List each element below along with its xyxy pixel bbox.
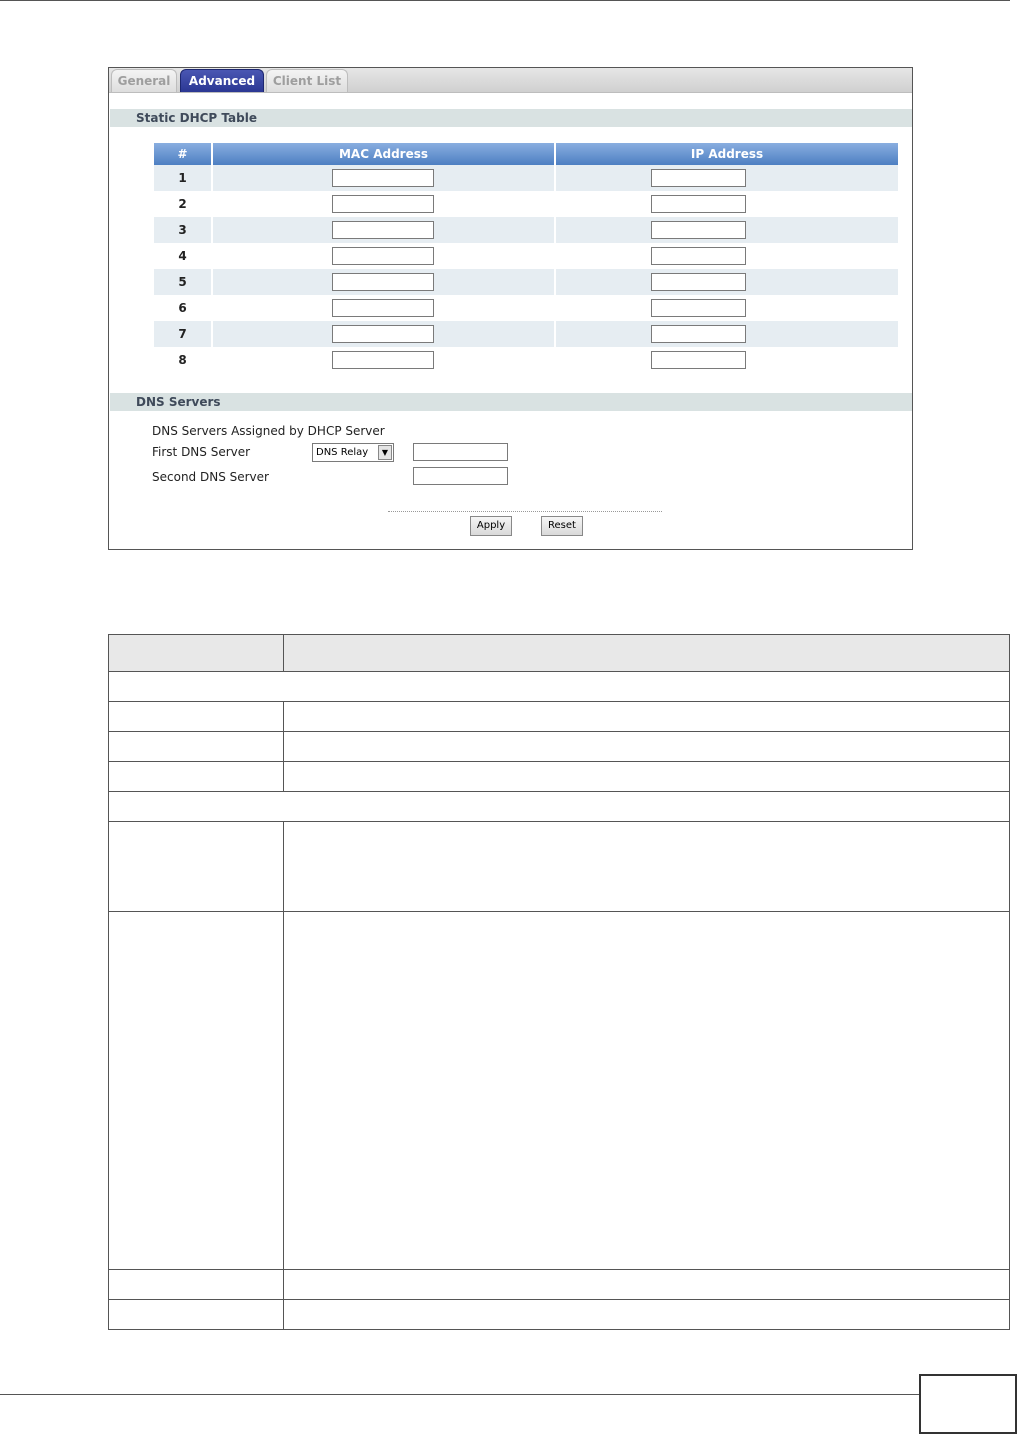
- first-dns-server-select[interactable]: [312, 443, 394, 462]
- second-dns-server-label: Second DNS Server: [152, 470, 269, 484]
- ip-address-input[interactable]: [651, 221, 746, 239]
- mac-address-input[interactable]: [332, 351, 434, 369]
- table-row: [154, 295, 898, 321]
- reset-button[interactable]: Reset: [541, 516, 583, 536]
- apply-button[interactable]: Apply: [470, 516, 512, 536]
- static-dhcp-table: [154, 143, 898, 373]
- ip-address-input[interactable]: [651, 169, 746, 187]
- table-row: [154, 321, 898, 347]
- dns-assigned-label: DNS Servers Assigned by DHCP Server: [152, 424, 385, 438]
- row-number: 3: [154, 217, 212, 243]
- tab-client-list[interactable]: Client List: [266, 69, 348, 92]
- row-number: 5: [154, 269, 212, 295]
- table-row: [154, 217, 898, 243]
- dhcp-advanced-screen: [108, 67, 913, 550]
- table-row: [109, 912, 1010, 1270]
- mac-address-input[interactable]: [332, 169, 434, 187]
- first-dns-server-label: First DNS Server: [152, 445, 251, 459]
- table-header-row: [154, 143, 898, 165]
- table-row: [109, 1300, 1010, 1330]
- table-row: [154, 347, 898, 373]
- field-description-table: [108, 634, 1010, 1330]
- page-header-rule: [0, 0, 1010, 1]
- first-dns-server-select-value: DNS Relay: [316, 447, 369, 458]
- tab-bar: [109, 68, 912, 93]
- button-divider: [388, 511, 662, 512]
- ip-address-input[interactable]: [651, 273, 746, 291]
- first-dns-server-ip-input[interactable]: [413, 443, 508, 461]
- row-number: 4: [154, 243, 212, 269]
- dropdown-arrow-icon[interactable]: ▼: [378, 445, 392, 460]
- mac-address-input[interactable]: [332, 299, 434, 317]
- dns-servers-section-title: DNS Servers: [110, 393, 912, 411]
- column-header-number: #: [154, 143, 212, 165]
- table-row: [109, 635, 1010, 672]
- table-row: [154, 165, 898, 191]
- table-row: [109, 1270, 1010, 1300]
- tab-general[interactable]: General: [111, 69, 177, 92]
- ip-address-input[interactable]: [651, 325, 746, 343]
- table-row: [109, 672, 1010, 702]
- mac-address-input[interactable]: [332, 273, 434, 291]
- table-row: [109, 792, 1010, 822]
- tab-advanced[interactable]: Advanced: [180, 69, 264, 92]
- mac-address-input[interactable]: [332, 221, 434, 239]
- mac-address-input[interactable]: [332, 325, 434, 343]
- row-number: 7: [154, 321, 212, 347]
- ip-address-input[interactable]: [651, 195, 746, 213]
- ip-address-input[interactable]: [651, 299, 746, 317]
- row-number: 1: [154, 165, 212, 191]
- mac-address-input[interactable]: [332, 195, 434, 213]
- page-number-box: [919, 1374, 1017, 1434]
- table-row: [109, 702, 1010, 732]
- page-footer-rule: [0, 1394, 919, 1395]
- second-dns-server-ip-input[interactable]: [413, 467, 508, 485]
- ip-address-input[interactable]: [651, 247, 746, 265]
- row-number: 2: [154, 191, 212, 217]
- row-number: 6: [154, 295, 212, 321]
- column-header-ip: IP Address: [555, 143, 898, 165]
- mac-address-input[interactable]: [332, 247, 434, 265]
- table-row: [109, 822, 1010, 912]
- static-dhcp-section-title: Static DHCP Table: [110, 109, 912, 127]
- table-row: [154, 191, 898, 217]
- column-header-mac: MAC Address: [212, 143, 555, 165]
- table-row: [154, 269, 898, 295]
- table-row: [109, 732, 1010, 762]
- row-number: 8: [154, 347, 212, 373]
- ip-address-input[interactable]: [651, 351, 746, 369]
- table-row: [154, 243, 898, 269]
- table-row: [109, 762, 1010, 792]
